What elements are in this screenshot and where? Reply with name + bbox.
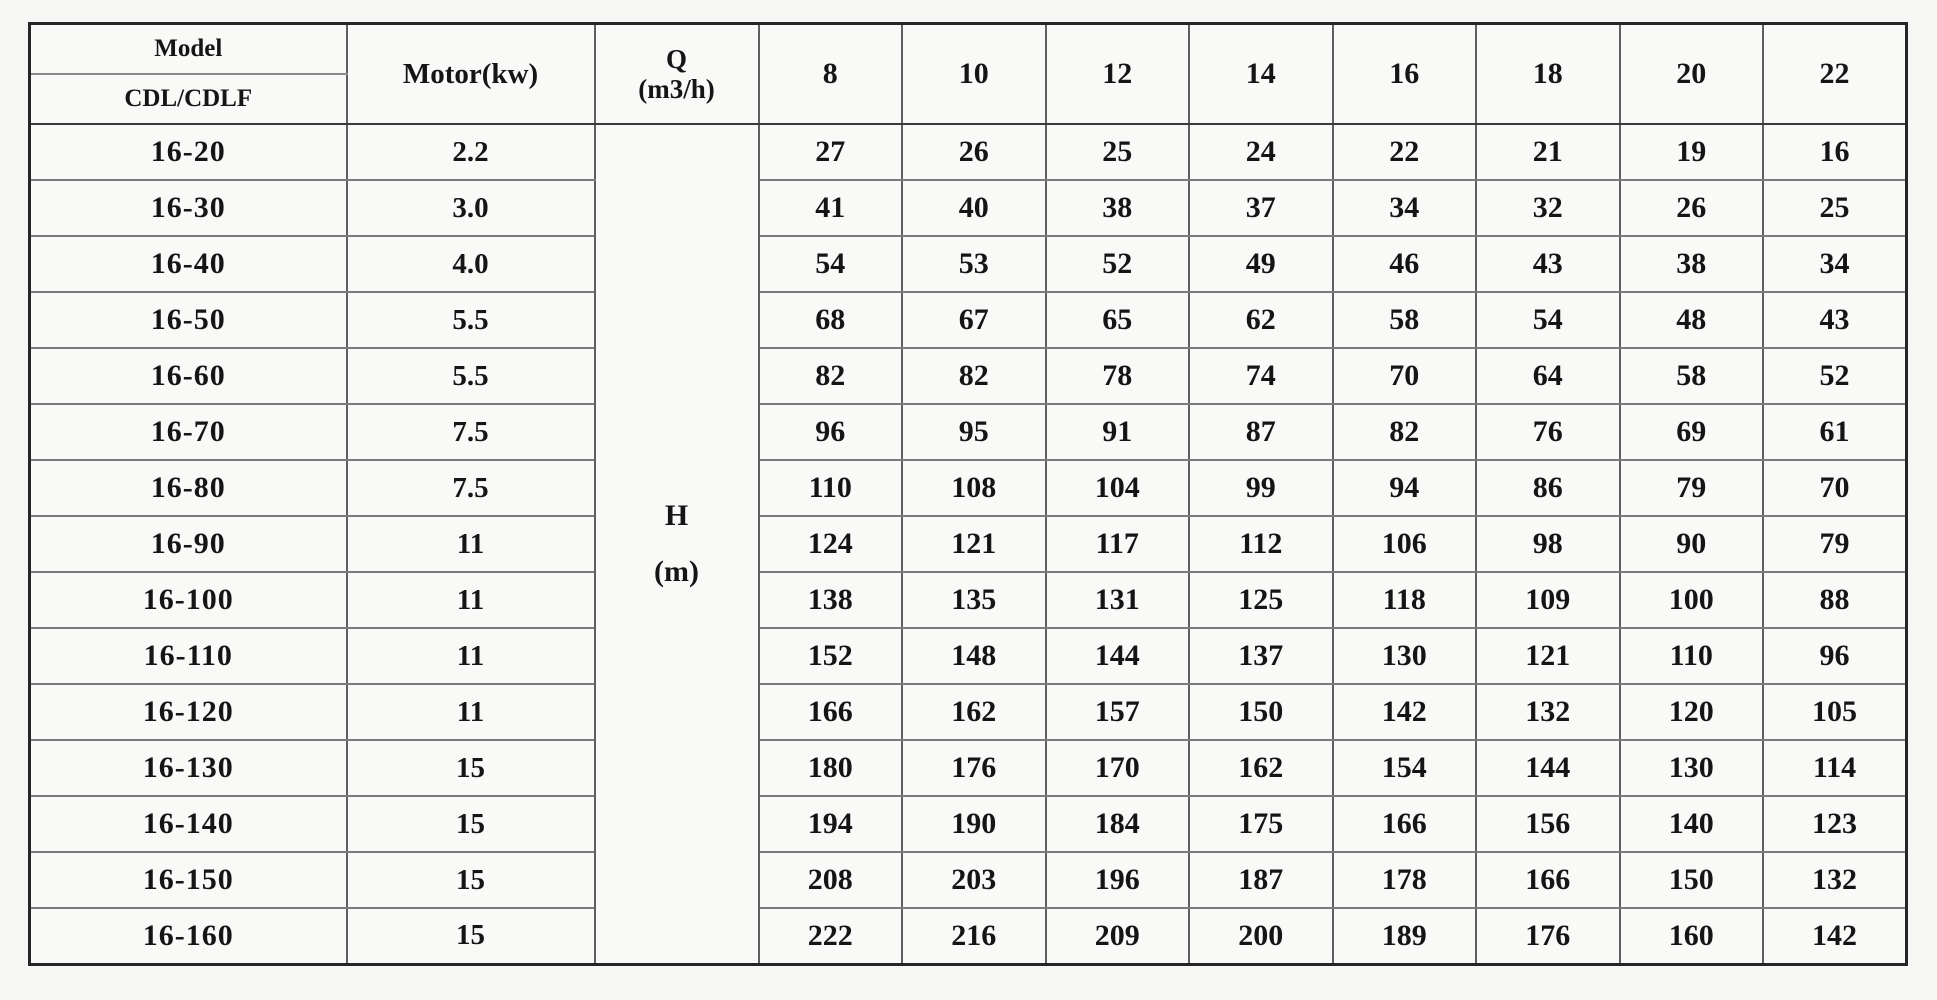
table-row — [30, 292, 1907, 348]
head-value-cell: 95 — [902, 404, 1046, 460]
head-value-cell: 43 — [1476, 236, 1620, 292]
head-value-cell: 105 — [1763, 684, 1907, 740]
head-value-cell: 196 — [1046, 852, 1190, 908]
flow-column-header: 20 — [1620, 24, 1764, 125]
flow-symbol: Q — [665, 43, 687, 74]
head-value-cell: 41 — [759, 180, 903, 236]
head-value-cell: 142 — [1763, 908, 1907, 964]
head-value-cell: 82 — [1333, 404, 1477, 460]
head-value-cell: 170 — [1046, 740, 1190, 796]
head-value-cell: 162 — [902, 684, 1046, 740]
motor-power-cell: 15 — [347, 740, 595, 796]
model-header: Model — [30, 24, 347, 75]
head-value-cell: 131 — [1046, 572, 1190, 628]
head-value-cell: 94 — [1333, 460, 1477, 516]
head-value-cell: 137 — [1189, 628, 1333, 684]
head-value-cell: 138 — [759, 572, 903, 628]
motor-power-cell: 15 — [347, 852, 595, 908]
motor-header: Motor(kw) — [347, 24, 595, 125]
head-value-cell: 130 — [1620, 740, 1764, 796]
head-value-cell: 32 — [1476, 180, 1620, 236]
head-value-cell: 117 — [1046, 516, 1190, 572]
motor-power-cell: 11 — [347, 516, 595, 572]
motor-power-cell: 7.5 — [347, 404, 595, 460]
head-value-cell: 79 — [1620, 460, 1764, 516]
motor-power-cell: 3.0 — [347, 180, 595, 236]
head-value-cell: 189 — [1333, 908, 1477, 964]
head-value-cell: 38 — [1046, 180, 1190, 236]
head-value-cell: 54 — [1476, 292, 1620, 348]
head-value-cell: 152 — [759, 628, 903, 684]
head-value-cell: 125 — [1189, 572, 1333, 628]
head-value-cell: 69 — [1620, 404, 1764, 460]
table-row — [30, 908, 1907, 964]
head-value-cell: 194 — [759, 796, 903, 852]
head-value-cell: 22 — [1333, 124, 1477, 180]
head-value-cell: 178 — [1333, 852, 1477, 908]
head-value-cell: 203 — [902, 852, 1046, 908]
head-value-cell: 120 — [1620, 684, 1764, 740]
head-value-cell: 64 — [1476, 348, 1620, 404]
head-value-cell: 154 — [1333, 740, 1477, 796]
head-value-cell: 121 — [902, 516, 1046, 572]
table-header — [30, 24, 1907, 125]
model-series-header: CDL/CDLF — [30, 74, 347, 124]
motor-power-cell: 4.0 — [347, 236, 595, 292]
head-value-cell: 46 — [1333, 236, 1477, 292]
head-value-cell: 166 — [759, 684, 903, 740]
flow-column-header: 10 — [902, 24, 1046, 125]
table-row — [30, 572, 1907, 628]
head-value-cell: 110 — [1620, 628, 1764, 684]
table-row — [30, 460, 1907, 516]
table-row — [30, 236, 1907, 292]
table-row — [30, 516, 1907, 572]
head-value-cell: 132 — [1476, 684, 1620, 740]
table-row — [30, 684, 1907, 740]
head-value-cell: 176 — [902, 740, 1046, 796]
head-value-cell: 76 — [1476, 404, 1620, 460]
head-value-cell: 53 — [902, 236, 1046, 292]
head-value-cell: 184 — [1046, 796, 1190, 852]
head-value-cell: 108 — [902, 460, 1046, 516]
head-value-cell: 132 — [1763, 852, 1907, 908]
flow-column-header: 16 — [1333, 24, 1477, 125]
pump-performance-table — [28, 22, 1908, 966]
head-value-cell: 140 — [1620, 796, 1764, 852]
head-value-cell: 190 — [902, 796, 1046, 852]
head-value-cell: 37 — [1189, 180, 1333, 236]
header-row-top — [30, 24, 1907, 75]
head-value-cell: 52 — [1763, 348, 1907, 404]
head-value-cell: 68 — [759, 292, 903, 348]
table-row — [30, 740, 1907, 796]
head-value-cell: 135 — [902, 572, 1046, 628]
head-value-cell: 114 — [1763, 740, 1907, 796]
model-cell: 16-160 — [30, 908, 347, 964]
model-cell: 16-120 — [30, 684, 347, 740]
motor-power-cell: 11 — [347, 628, 595, 684]
head-value-cell: 162 — [1189, 740, 1333, 796]
head-value-cell: 130 — [1333, 628, 1477, 684]
flow-column-header: 22 — [1763, 24, 1907, 125]
head-unit: (m) — [654, 554, 699, 588]
table-row — [30, 404, 1907, 460]
head-value-cell: 156 — [1476, 796, 1620, 852]
head-value-cell: 187 — [1189, 852, 1333, 908]
head-value-cell: 49 — [1189, 236, 1333, 292]
head-value-cell: 24 — [1189, 124, 1333, 180]
head-value-cell: 34 — [1763, 236, 1907, 292]
head-value-cell: 96 — [759, 404, 903, 460]
head-value-cell: 216 — [902, 908, 1046, 964]
head-value-cell: 124 — [759, 516, 903, 572]
head-value-cell: 90 — [1620, 516, 1764, 572]
head-unit-cell — [595, 124, 759, 964]
head-value-cell: 176 — [1476, 908, 1620, 964]
head-value-cell: 27 — [759, 124, 903, 180]
head-value-cell: 150 — [1189, 684, 1333, 740]
head-value-cell: 121 — [1476, 628, 1620, 684]
head-value-cell: 150 — [1620, 852, 1764, 908]
motor-power-cell: 7.5 — [347, 460, 595, 516]
model-cell: 16-30 — [30, 180, 347, 236]
head-value-cell: 58 — [1620, 348, 1764, 404]
head-value-cell: 43 — [1763, 292, 1907, 348]
model-cell: 16-80 — [30, 460, 347, 516]
head-value-cell: 180 — [759, 740, 903, 796]
head-value-cell: 26 — [1620, 180, 1764, 236]
motor-power-cell: 2.2 — [347, 124, 595, 180]
motor-power-cell: 15 — [347, 908, 595, 964]
head-value-cell: 166 — [1476, 852, 1620, 908]
model-cell: 16-150 — [30, 852, 347, 908]
head-value-cell: 48 — [1620, 292, 1764, 348]
table-row — [30, 628, 1907, 684]
model-cell: 16-50 — [30, 292, 347, 348]
table-row — [30, 124, 1907, 180]
head-value-cell: 209 — [1046, 908, 1190, 964]
head-value-cell: 65 — [1046, 292, 1190, 348]
head-value-cell: 16 — [1763, 124, 1907, 180]
head-value-cell: 40 — [902, 180, 1046, 236]
head-value-cell: 91 — [1046, 404, 1190, 460]
model-cell: 16-130 — [30, 740, 347, 796]
head-value-cell: 79 — [1763, 516, 1907, 572]
head-value-cell: 208 — [759, 852, 903, 908]
model-cell: 16-40 — [30, 236, 347, 292]
head-value-cell: 96 — [1763, 628, 1907, 684]
head-value-cell: 86 — [1476, 460, 1620, 516]
head-value-cell: 118 — [1333, 572, 1477, 628]
head-value-cell: 58 — [1333, 292, 1477, 348]
head-value-cell: 78 — [1046, 348, 1190, 404]
head-value-cell: 21 — [1476, 124, 1620, 180]
head-value-cell: 166 — [1333, 796, 1477, 852]
head-value-cell: 70 — [1763, 460, 1907, 516]
head-value-cell: 87 — [1189, 404, 1333, 460]
head-value-cell: 160 — [1620, 908, 1764, 964]
flow-column-header: 18 — [1476, 24, 1620, 125]
head-value-cell: 70 — [1333, 348, 1477, 404]
head-value-cell: 98 — [1476, 516, 1620, 572]
head-value-cell: 142 — [1333, 684, 1477, 740]
head-value-cell: 100 — [1620, 572, 1764, 628]
head-value-cell: 157 — [1046, 684, 1190, 740]
head-value-cell: 88 — [1763, 572, 1907, 628]
table-row — [30, 348, 1907, 404]
motor-power-cell: 5.5 — [347, 348, 595, 404]
head-value-cell: 112 — [1189, 516, 1333, 572]
motor-power-cell: 15 — [347, 796, 595, 852]
table-row — [30, 796, 1907, 852]
head-value-cell: 200 — [1189, 908, 1333, 964]
table-row — [30, 180, 1907, 236]
flow-column-header: 8 — [759, 24, 903, 125]
head-value-cell: 67 — [902, 292, 1046, 348]
motor-power-cell: 11 — [347, 572, 595, 628]
flow-column-header: 14 — [1189, 24, 1333, 125]
motor-power-cell: 11 — [347, 684, 595, 740]
head-value-cell: 25 — [1046, 124, 1190, 180]
head-value-cell: 222 — [759, 908, 903, 964]
head-value-cell: 52 — [1046, 236, 1190, 292]
head-value-cell: 144 — [1476, 740, 1620, 796]
table-row — [30, 852, 1907, 908]
motor-power-cell: 5.5 — [347, 292, 595, 348]
head-value-cell: 61 — [1763, 404, 1907, 460]
head-value-cell: 144 — [1046, 628, 1190, 684]
flow-unit-header — [595, 24, 759, 125]
head-value-cell: 110 — [759, 460, 903, 516]
head-value-cell: 62 — [1189, 292, 1333, 348]
head-value-cell: 109 — [1476, 572, 1620, 628]
flow-unit: (m3/h) — [638, 74, 715, 104]
model-cell: 16-90 — [30, 516, 347, 572]
model-cell: 16-20 — [30, 124, 347, 180]
head-value-cell: 106 — [1333, 516, 1477, 572]
head-value-cell: 54 — [759, 236, 903, 292]
head-value-cell: 148 — [902, 628, 1046, 684]
head-value-cell: 25 — [1763, 180, 1907, 236]
head-value-cell: 26 — [902, 124, 1046, 180]
head-value-cell: 82 — [902, 348, 1046, 404]
model-cell: 16-140 — [30, 796, 347, 852]
head-value-cell: 82 — [759, 348, 903, 404]
head-value-cell: 175 — [1189, 796, 1333, 852]
model-cell: 16-100 — [30, 572, 347, 628]
head-value-cell: 38 — [1620, 236, 1764, 292]
model-cell: 16-110 — [30, 628, 347, 684]
head-value-cell: 123 — [1763, 796, 1907, 852]
head-symbol: H — [664, 498, 689, 532]
table-body — [30, 124, 1907, 964]
head-value-cell: 19 — [1620, 124, 1764, 180]
head-value-cell: 74 — [1189, 348, 1333, 404]
head-value-cell: 104 — [1046, 460, 1190, 516]
model-cell: 16-60 — [30, 348, 347, 404]
model-cell: 16-70 — [30, 404, 347, 460]
head-value-cell: 99 — [1189, 460, 1333, 516]
head-value-cell: 34 — [1333, 180, 1477, 236]
flow-column-header: 12 — [1046, 24, 1190, 125]
